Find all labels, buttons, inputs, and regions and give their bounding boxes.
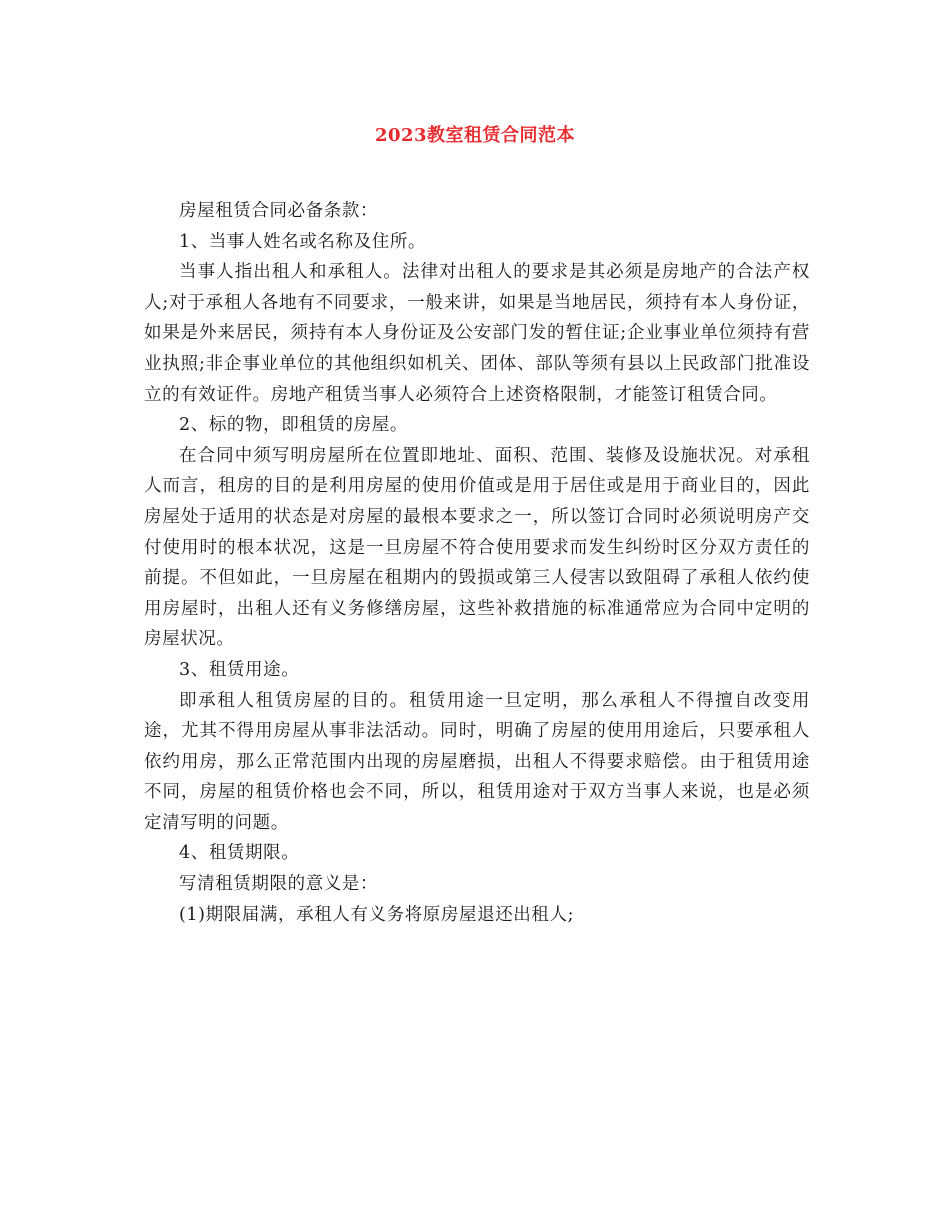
section-heading: 2、标的物，即租赁的房屋。 [179, 415, 408, 436]
paragraph: 在合同中须写明房屋所在位置即地址、面积、范围、装修及设施状况。对承租人而言，租房的目的是利用房屋的使用价值或是用于居住或是用于商业目的，因此房屋处于适用的状态是对房屋的最根本要求之一，所以签订合同时必须说明房产交付使用时的根本状况，这是一旦房屋不符合使用要求而发生纠纷时区分双方责任的前提。不但如此，一旦房屋在租期内的毁损或第三人侵害以致阻碍了承租人依约使用房屋时，出租人还有义务修缮房屋，这些补救措施的标准通常应为合同中定明的房屋状况。 [144, 445, 810, 650]
document-title: 2023教室租赁合同范本 [374, 125, 576, 146]
section-heading: 3、租赁用途。 [179, 659, 300, 680]
paragraph: 当事人指出租人和承租人。法律对出租人的要求是其必须是房地产的合法产权人;对于承租人各地有不同要求，一般来讲，如果是当地居民，须持有本人身份证，如果是外来居民，须持有本人身份证及公安部门发的暂住证;企业事业单位须持有营业执照;非企事业单位的其他组织如机关、团体、部队等须有县以上民政部门批准设立的有效证件。房地产租赁当事人必须符合上述资格限制，才能签订租赁合同。 [144, 262, 810, 405]
list-item: (1)期限届满，承租人有义务将原房屋退还出租人; [179, 904, 575, 925]
section-heading: 1、当事人姓名或名称及住所。 [179, 231, 427, 252]
paragraph: 写清租赁期限的意义是： [179, 874, 379, 895]
paragraph: 即承租人租赁房屋的目的。租赁用途一旦定明，那么承租人不得擅自改变用途，尤其不得用房屋从事非法活动。同时，明确了房屋的使用用途后，只要承租人依约用房，那么正常范围内出现的房屋磨损，出租人不得要求赔偿。由于租赁用途不同，房屋的租赁价格也会不同，所以，租赁用途对于双方当事人来说，也是必须定清写明的问题。 [144, 690, 810, 833]
document-body [144, 196, 810, 930]
section-heading: 4、租赁期限。 [179, 843, 300, 864]
paragraph: 房屋租赁合同必备条款： [179, 201, 379, 221]
